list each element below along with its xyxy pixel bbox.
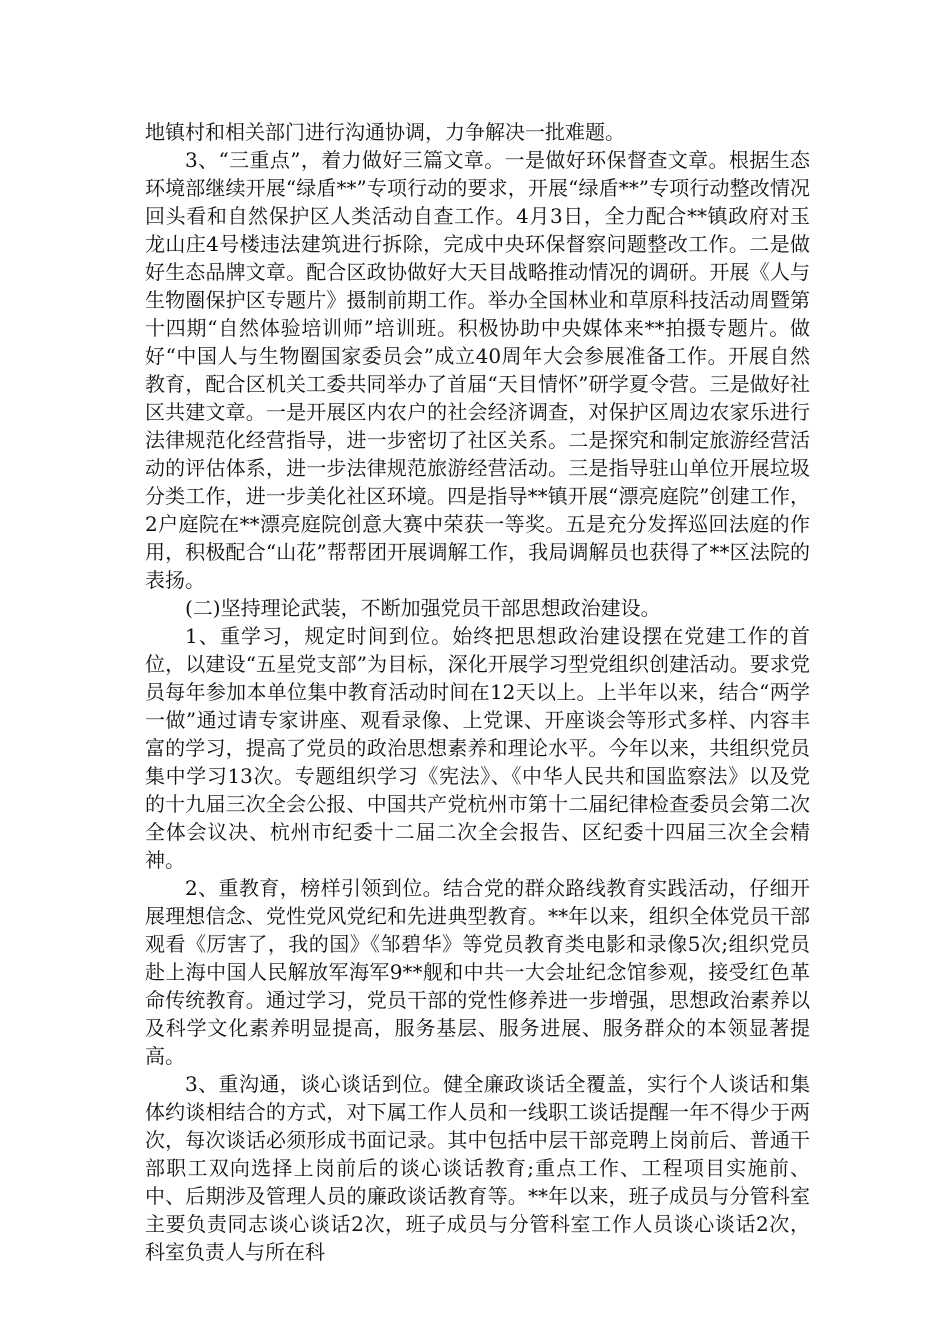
section-heading-theory: (二)坚持理论武装，不断加强党员干部思想政治建设。	[185, 596, 661, 620]
paragraph-communication: 3、重沟通，谈心谈话到位。健全廉政谈话全覆盖，实行个人谈话和集体约谈相结合的方式，对下属工作人员和一线职工谈话提醒一年不得少于两次，每次谈话必须形成书面记录。其中包括中层干部竞聘上岗前后、普通干部职工双向选择上岗前后的谈心谈话教育;重点工作、工程项目实施前、中、后期涉及管理人员的廉政谈话教育等。**年以来，班子成员与分管科室主要负责同志谈心谈话2次，班子成员与分管科室工作人员谈心谈话2次，科室负责人与所在科	[145, 1072, 810, 1264]
paragraph-study: 1、重学习，规定时间到位。始终把思想政治建设摆在党建工作的首位，以建设“五星党支部”为目标，深化开展学习型党组织创建活动。要求党员每年参加本单位集中教育活动时间在12天以上。上半年以来，结合“两学一做”通过请专家讲座、观看录像、上党课、开座谈会等形式多样、内容丰富的学习，提高了党员的政治思想素养和理论水平。今年以来，共组织党员集中学习13次。专题组织学习《宪法》、《中华人民共和国监察法》以及党的十九届三次全会公报、中国共产党杭州市第十二届纪律检查委员会第二次全体会议决、杭州市纪委十二届二次全会报告、区纪委十四届三次全会精神。	[145, 624, 810, 872]
paragraph-education: 2、重教育，榜样引领到位。结合党的群众路线教育实践活动，仔细开展理想信念、党性党风党纪和先进典型教育。**年以来，组织全体党员干部观看《厉害了，我的国》《邹碧华》等党员教育类电影和录像5次;组织党员赴上海中国人民解放军海军9**舰和中共一大会址纪念馆参观，接受红色革命传统教育。通过学习，党员干部的党性修养进一步增强，思想政治素养以及科学文化素养明显提高，服务基层、服务进展、服务群众的本领显著提高。	[145, 876, 810, 1068]
paragraph-continuation: 地镇村和相关部门进行沟通协调，力争解决一批难题。	[145, 120, 625, 144]
document-body	[145, 118, 810, 1266]
paragraph-three-key-points: 3、“三重点”，着力做好三篇文章。一是做好环保督查文章。根据生态环境部继续开展“绿盾**”专项行动的要求，开展“绿盾**”专项行动整改情况回头看和自然保护区人类活动自查工作。4月3日，全力配合**镇政府对玉龙山庄4号楼违法建筑进行拆除，完成中央环保督察问题整改工作。二是做好生态品牌文章。配合区政协做好大天目战略推动情况的调研。开展《人与生物圈保护区专题片》摄制前期工作。举办全国林业和草原科技活动周暨第十四期“自然体验培训师”培训班。积极协助中央媒体来**拍摄专题片。做好“中国人与生物圈国家委员会”成立40周年大会参展准备工作。开展自然教育，配合区机关工委共同举办了首届“天目情怀”研学夏令营。三是做好社区共建文章。一是开展区内农户的社会经济调查，对保护区周边农家乐进行法律规范化经营指导，进一步密切了社区关系。二是探究和制定旅游经营活动的评估体系，进一步法律规范旅游经营活动。三是指导驻山单位开展垃圾分类工作，进一步美化社区环境。四是指导**镇开展“漂亮庭院”创建工作，2户庭院在**漂亮庭院创意大赛中荣获一等奖。五是充分发挥巡回法庭的作用，积极配合“山花”帮帮团开展调解工作，我局调解员也获得了**区法院的表扬。	[145, 148, 810, 592]
